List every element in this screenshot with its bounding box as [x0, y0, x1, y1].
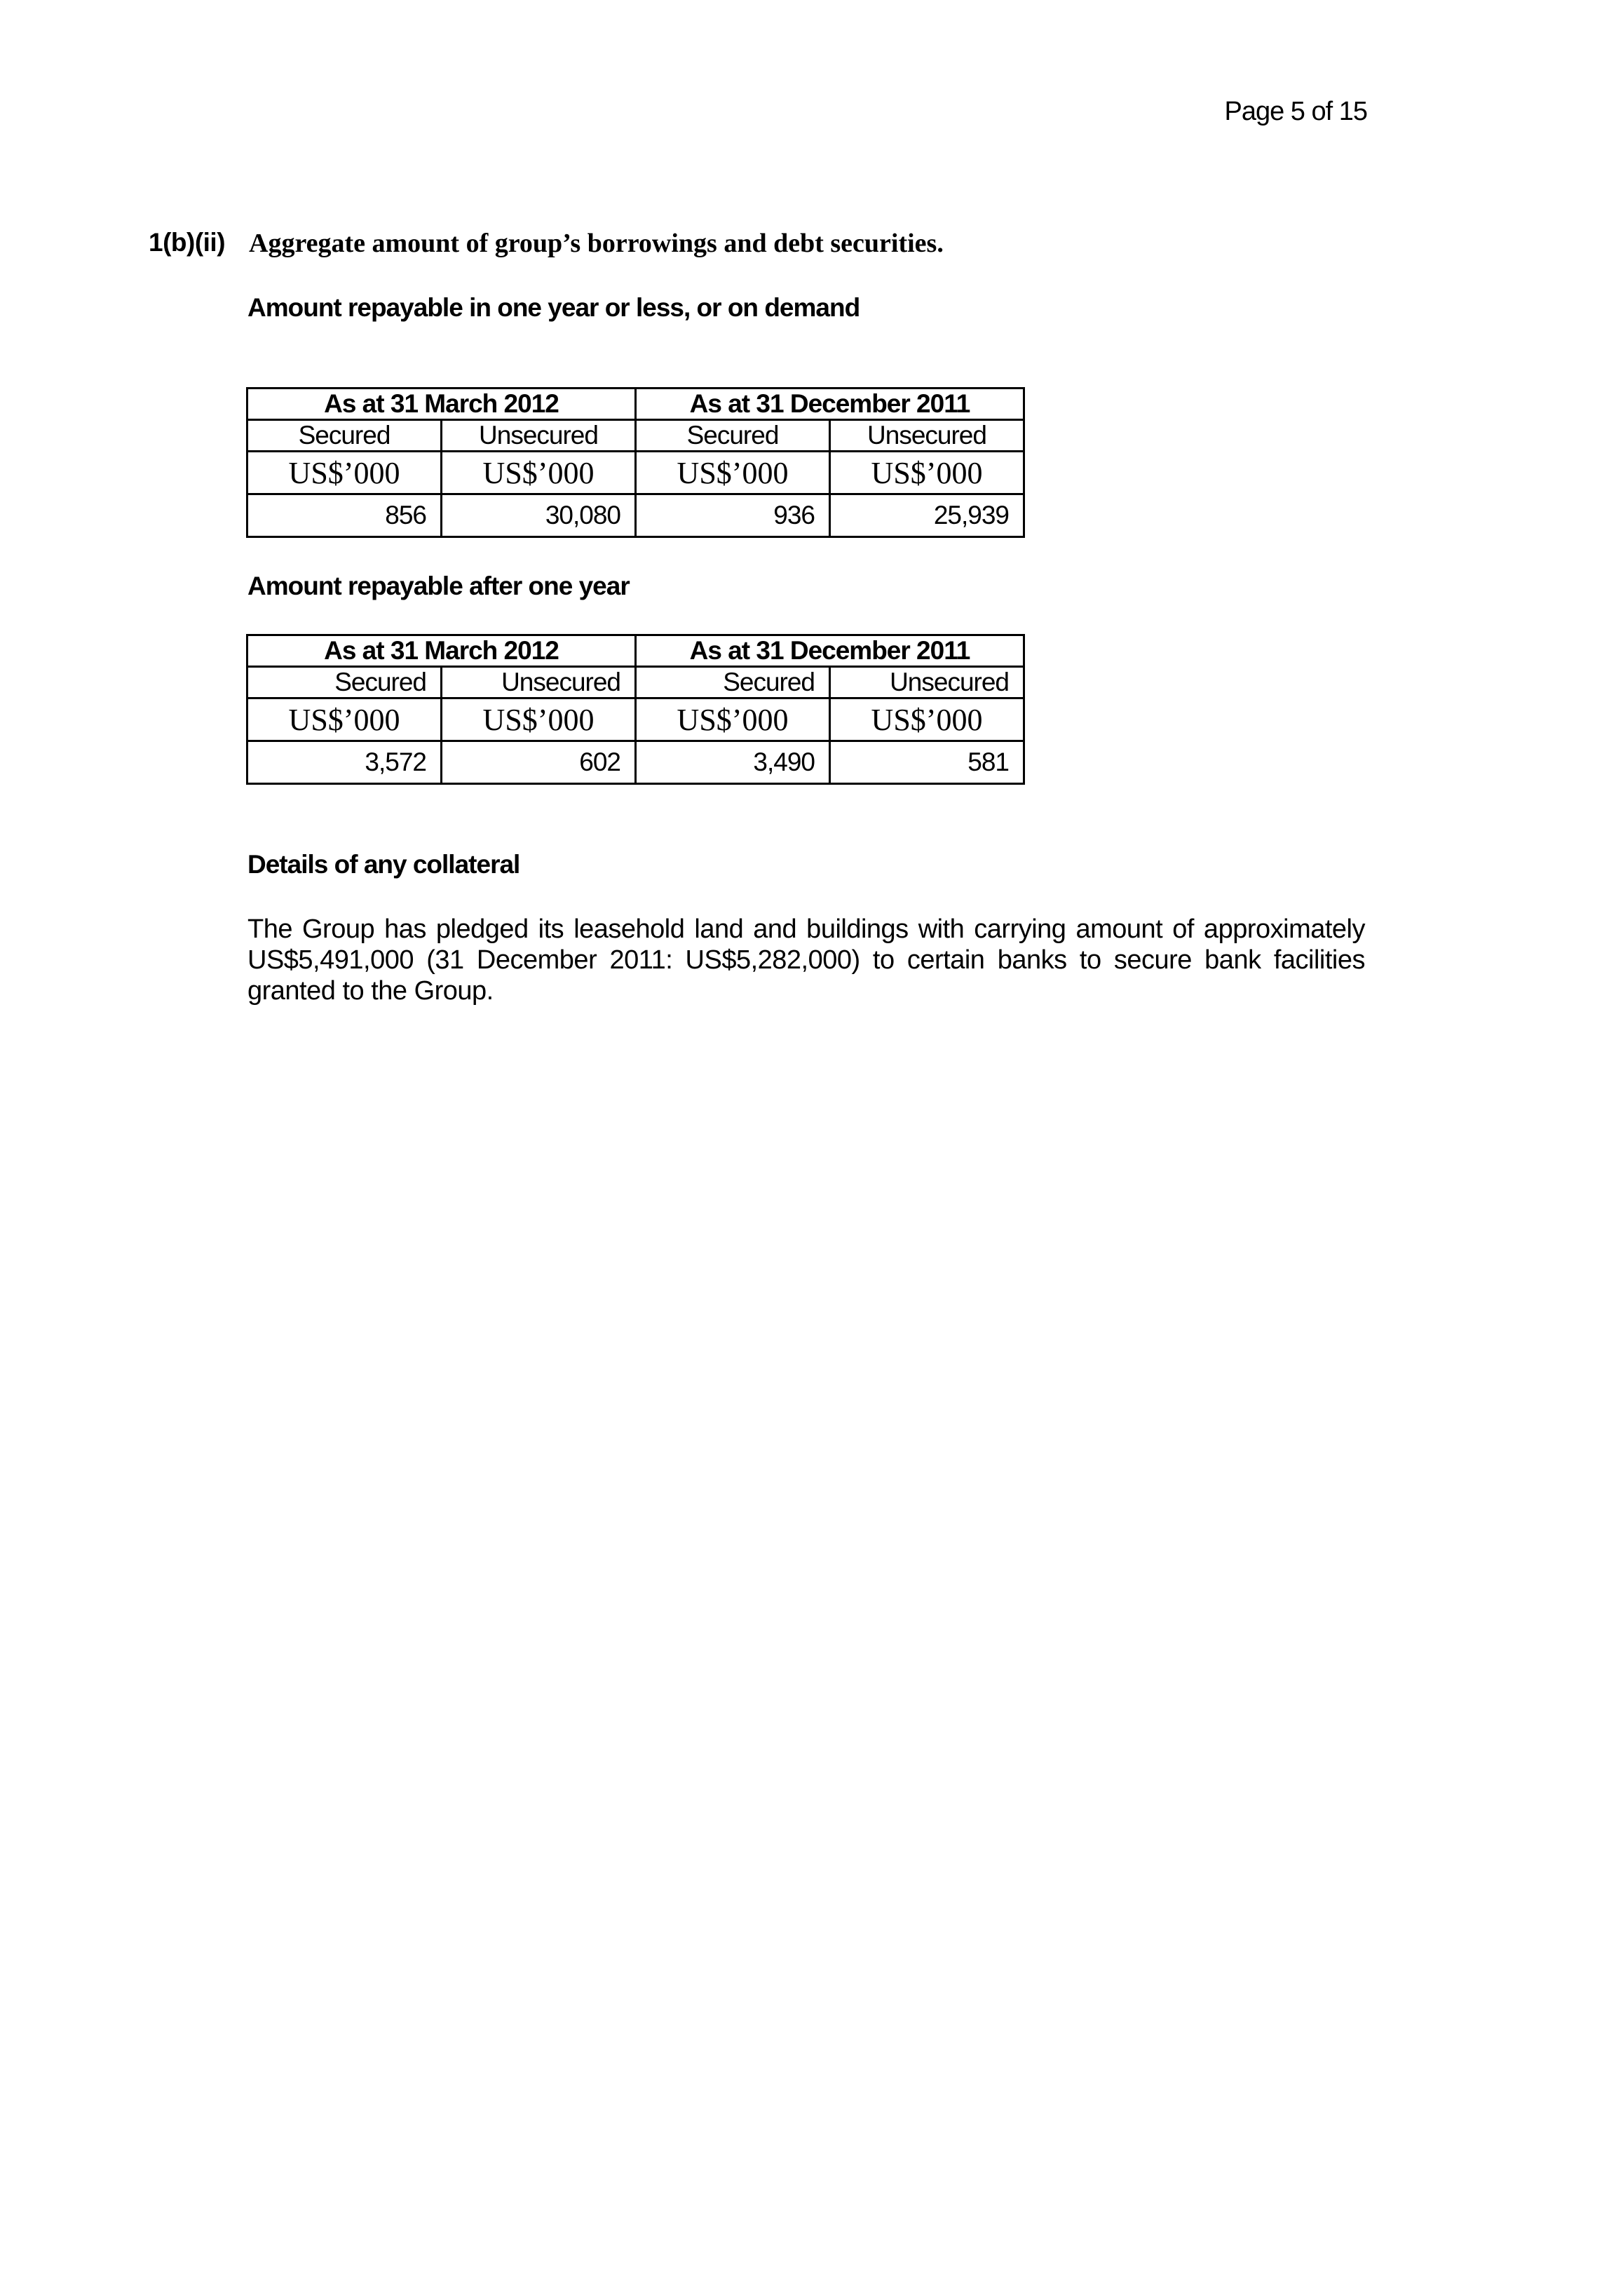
table-row: [247, 420, 1024, 452]
table-row: [247, 741, 1024, 784]
unit-cell: US$’000: [830, 698, 1024, 741]
unit-cell: US$’000: [247, 452, 442, 494]
column-label: Unsecured: [830, 420, 1024, 452]
table-row: [247, 389, 1024, 420]
unit-cell: US$’000: [442, 452, 636, 494]
table-row: [247, 667, 1024, 698]
value-cell: 936: [636, 494, 830, 537]
unit-cell: US$’000: [830, 452, 1024, 494]
column-label: Unsecured: [442, 420, 636, 452]
column-label: Unsecured: [442, 667, 636, 698]
repayable-after-one-year-table: [246, 634, 1025, 785]
collateral-paragraph: The Group has pledged its leasehold land and buildings with carrying amount of approximately US$5,491,000 (31 December 2011: US$5,282,000) to certain banks to secure bank facilities granted to the Group.: [247, 914, 1365, 1006]
value-cell: 602: [442, 741, 636, 784]
repayable-within-one-year-table: [246, 387, 1025, 538]
section-title: Aggregate amount of group’s borrowings and debt securities.: [249, 229, 944, 258]
unit-cell: US$’000: [442, 698, 636, 741]
section-number: 1(b)(ii): [149, 228, 226, 257]
value-cell: 3,572: [247, 741, 442, 784]
period-header: As at 31 December 2011: [636, 635, 1024, 667]
page-number: Page 5 of 15: [1224, 97, 1367, 126]
table1-heading: Amount repayable in one year or less, or on demand: [247, 293, 860, 322]
column-label: Secured: [247, 667, 442, 698]
unit-cell: US$’000: [636, 452, 830, 494]
value-cell: 856: [247, 494, 442, 537]
value-cell: 25,939: [830, 494, 1024, 537]
table-row: [247, 698, 1024, 741]
value-cell: 581: [830, 741, 1024, 784]
table2-heading: Amount repayable after one year: [247, 572, 630, 600]
column-label: Unsecured: [830, 667, 1024, 698]
period-header: As at 31 March 2012: [247, 635, 636, 667]
period-header: As at 31 March 2012: [247, 389, 636, 420]
unit-cell: US$’000: [247, 698, 442, 741]
table-row: [247, 452, 1024, 494]
column-label: Secured: [247, 420, 442, 452]
table-row: [247, 494, 1024, 537]
column-label: Secured: [636, 667, 830, 698]
value-cell: 30,080: [442, 494, 636, 537]
unit-cell: US$’000: [636, 698, 830, 741]
table-row: [247, 635, 1024, 667]
collateral-heading: Details of any collateral: [247, 850, 520, 879]
period-header: As at 31 December 2011: [636, 389, 1024, 420]
value-cell: 3,490: [636, 741, 830, 784]
column-label: Secured: [636, 420, 830, 452]
